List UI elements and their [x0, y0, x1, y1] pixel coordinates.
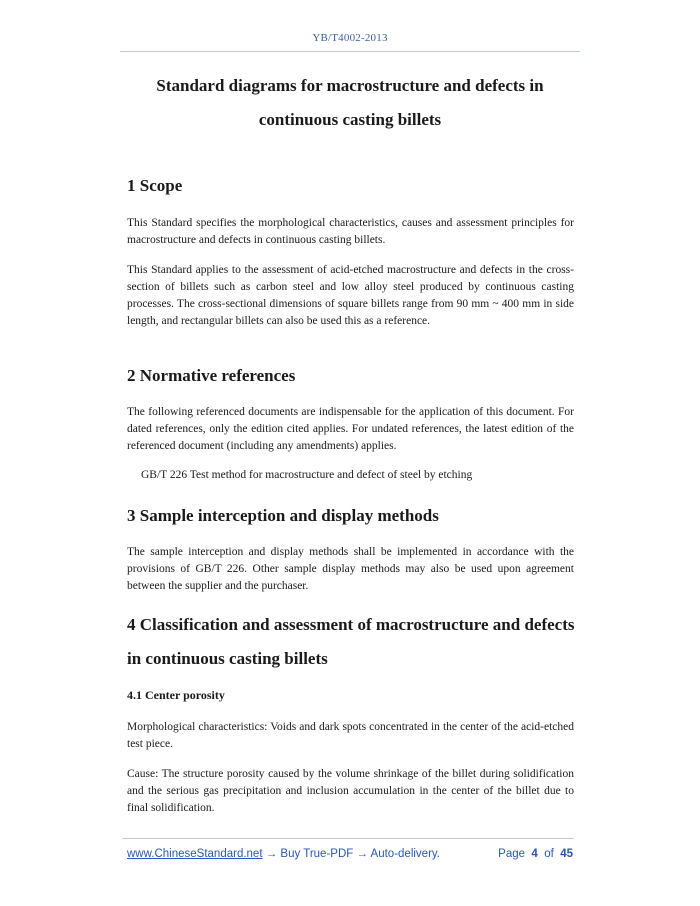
footer-delivery-text: Auto-delivery. — [370, 848, 441, 860]
footer-rule — [122, 838, 574, 839]
page-indicator — [498, 848, 573, 860]
section-heading-classification-line-2: in continuous casting billets — [127, 649, 328, 668]
center-porosity-paragraph-2: Cause: The structure porosity caused by the volume shrinkage of the billet during solidification and the serious gas precipitation and inclusion accumulation in the center of the billet due to final solidification. — [127, 768, 574, 814]
footer-buy-link[interactable]: Buy True-PDF — [280, 848, 354, 860]
document-title-line-2: continuous casting billets — [258, 110, 442, 129]
normative-paragraph-1: The following referenced documents are indispensable for the application of this document. For dated references, only the edition cited applies. For undated references, the latest edition of the referenced document (including any amendments) applies. — [127, 406, 574, 452]
page-label: Page — [498, 848, 526, 860]
section-heading-normative-references: 2 Normative references — [127, 366, 296, 385]
subsection-heading-center-porosity: 4.1 Center porosity — [127, 688, 225, 702]
footer-website-link[interactable]: www.ChineseStandard.net — [127, 848, 263, 860]
document-title-line-1: Standard diagrams for macrostructure and defects in — [156, 76, 544, 95]
header-rule — [120, 51, 580, 52]
scope-paragraph-1: This Standard specifies the morphological characteristics, causes and assessment principles for macrostructure and defects in continuous casting billets. — [127, 217, 574, 246]
center-porosity-paragraph-1: Morphological characteristics: Voids and dark spots concentrated in the center of the acid-etched test piece. — [127, 721, 574, 750]
page-total: 45 — [560, 848, 573, 860]
section-heading-scope: 1 Scope — [127, 176, 183, 195]
footer-arrow-1: → — [262, 848, 281, 860]
running-header: YB/T4002-2013 — [312, 32, 388, 44]
section-heading-sample-methods: 3 Sample interception and display methods — [127, 506, 439, 525]
sample-paragraph-1: The sample interception and display methods shall be implemented in accordance with the provisions of GB/T 226. Other sample display methods may also be used upon agreement between the supplier and the purchaser. — [127, 546, 574, 592]
section-heading-classification-line-1: 4 Classification and assessment of macrostructure and defects — [127, 615, 575, 634]
page-of-label: of — [544, 848, 554, 860]
page-number: 4 — [531, 848, 538, 860]
scope-paragraph-2: This Standard applies to the assessment of acid-etched macrostructure and defects in the cross-section of billets such as carbon steel and low alloy steel produced by continuous casting processes. The cross-sectional dimensions of square billets range from 90 mm ~ 400 mm in side length, and rectangular billets can also be used this as a reference. — [127, 264, 574, 327]
normative-reference-item: GB/T 226 Test method for macrostructure and defect of steel by etching — [141, 469, 473, 481]
footer — [127, 848, 573, 860]
footer-arrow-2: → — [353, 848, 371, 860]
